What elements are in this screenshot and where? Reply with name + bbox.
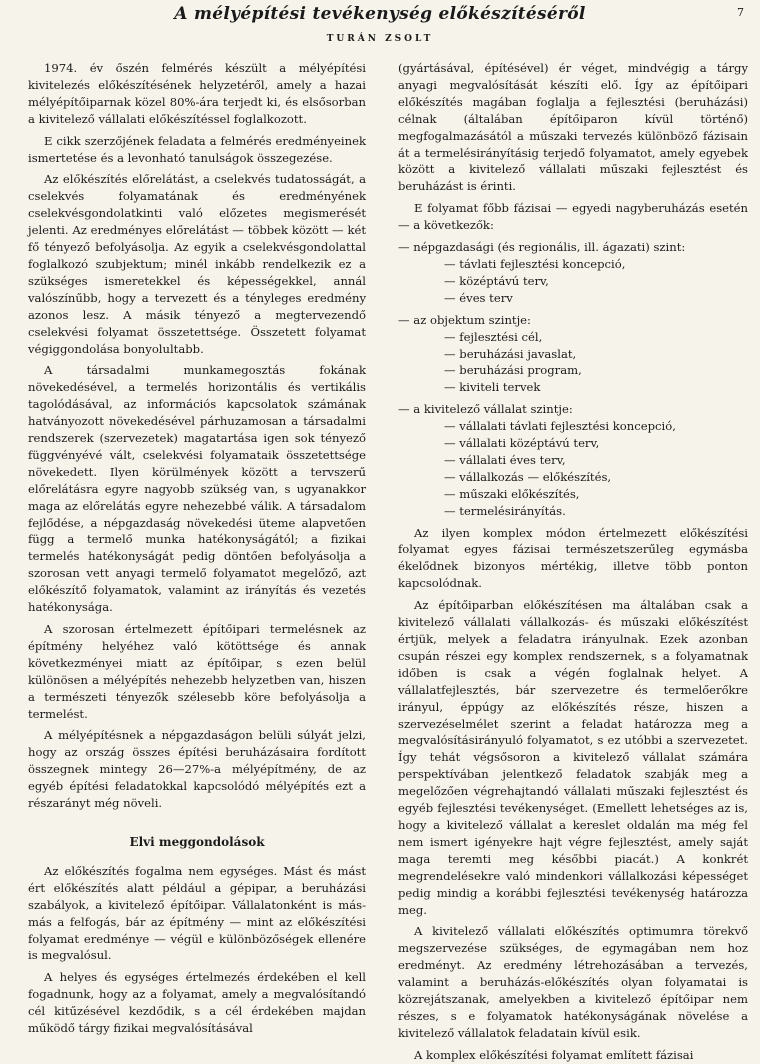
list-item: — távlati fejlesztési koncepció, xyxy=(444,256,626,271)
phase-group-label: — a kivitelező vállalat szintje: xyxy=(398,402,573,417)
list-item: — vállalkozás — előkészítés, xyxy=(444,469,612,484)
article-title: A mélyépítési tevékenység előkészítéséről xyxy=(174,4,586,24)
paragraph: A komplex előkészítési folyamat említett fázisai xyxy=(414,1047,694,1062)
list-item: — vállalati éves terv, xyxy=(444,452,566,467)
paragraph: Az ilyen komplex módon értelmezett előkészítési folyamat egyes fázisai természetszerűleg egymásba ékelődnek bizonyos mértékig, illetve több ponton kapcsolódnak. xyxy=(398,525,748,591)
list-item: — beruházási program, xyxy=(444,363,582,378)
paragraph: E cikk szerzőjének feladata a felmérés eredményeinek ismertetése és a levonható tanulságok összegezése. xyxy=(28,133,366,165)
list-item: — vállalati középtávú terv, xyxy=(444,436,600,451)
phase-group-label: — népgazdasági (és regionális, ill. ágazati) szint: xyxy=(398,240,686,255)
paragraph: Az előkészítés fogalma nem egységes. Mást és mást ért előkészítés alatt például a gépipar, a beruházási szabályok, a kivitelező építőipar. Vállalatonként is más-más a felfogás, bár az építmény — mint az előkészítési folyamat eredménye — végül e különbözőségek ellenére is megvalósul. xyxy=(28,863,366,963)
list-item: — kiviteli tervek xyxy=(444,380,541,395)
paragraph: A mélyépítésnek a népgazdaságon belüli súlyát jelzi, hogy az ország összes építési beruházásaira fordított összegnek mintegy 26—27%-a mélyépítmény, de az egyéb építési feladatokkal kapcsolódó mélyépítés ezt a részarányt még növeli. xyxy=(28,728,366,811)
right-column xyxy=(398,60,748,1062)
phases-intro: E folyamat főbb fázisai — egyedi nagyberuházás esetén — a következők: xyxy=(398,201,748,233)
paragraph: Az előkészítés előrelátást, a cselekvés tudatosságát, a cselekvés folyamatának és eredményének cselekvésgondolatkinti való előzetes megismerését jelenti. Az eredményes előrelátást — többek között — két fő tényező befolyásolja. Az egyik a cselekvésgondolattal foglalkozó szubjektum; minél inkább rendelkezik ez a szükséges ismeretekkel és képességekkel, annál valószínűbb, hogy a tervezett és a tényleges eredmény azonos lesz. A másik tényező a megtervezendő cselekvési folyamat összetettsége. Összetett folyamat végiggondolása bonyolultabb. xyxy=(28,172,366,356)
list-item: — műszaki előkészítés, xyxy=(444,486,580,501)
phase-sublist xyxy=(398,256,748,307)
list-item: — fejlesztési cél, xyxy=(444,329,543,344)
section-heading: Elvi meggondolások xyxy=(129,834,265,849)
paragraph: A társadalmi munkamegosztás fokának növekedésével, a termelés horizontális és vertikális tagolódásával, az információs kapcsolatok számának hatványozott növekedésével párhuzamosan a társadalmi rendszerek (szervezetek) magatartása igen sok tényező függvényévé vált, cselekvési folyamataik összetettsége növekedett. Ilyen körülmények között a tervszerű előrelátásra egyre nagyobb szükség van, s ugyanakkor maga az előrelátás egyre nehezebbé válik. A társadalom fejlődése, a népgazdaság növekedési üteme alapvetően függ a termelő munka hatékonyságától; a fizikai termelés hatékonyságát pedig döntően befolyásolja a szorosan vett anyagi termelő folyamatot megelőző, azt előkészítő folyamatok, valamint az irányítás és vezetés hatékonysága. xyxy=(28,363,366,615)
paragraph: Az építőiparban előkészítésen ma általában csak a kivitelező vállalati vállalkozás- és műszaki előkészítést értjük, melyek a feladatra irányulnak. Ezek azonban csupán részei egy komplex rendszernek, s a folyamatnak időben is csak a végén foglalnak helyet. A vállalatfejlesztés, bár szervezetre és termelőerőkre irányul, éppúgy az előkészítés része, hiszen a szervezéselmélet szerint a feladat határozza meg a megvalósításirányuló folyamatot, s ez utóbbi a szervezetet. Így tehát végsősoron a kivitelező vállalat számára perspektívában jelentkező feladatok szabják meg a megelőzően végrehajtandó vállalati műszaki fejlesztést és egyéb fejlesztési tevékenységet. (Emellett lehetséges az is, hogy a kivitelező vállalat a kereslet oldalán ma még fel nem ismert igényekre hajt végre fejlesztést, amely saját maga teremti meg későbbi piacát.) A konkrét megrendelésekre való mindenkori vállalkozási képességet pedig mindig a korábbi fejlesztési tevékenység határozza meg. xyxy=(398,598,748,917)
paragraph: A szorosan értelmezett építőipari termelésnek az építmény helyéhez való kötöttsége és annak következményei miatt az építőipar, s ezen belül különösen a mélyépítés nehezebb helyzetben van, hiszen a természeti tényezők szélesebb köre befolyásolja a termelést. xyxy=(28,622,366,721)
paragraph: A helyes és egységes értelmezés érdekében el kell fogadnunk, hogy az a folyamat, amely a megvalósítandó cél kitűzésével kezdődik, s a cél érdekében majdan működő tárgy fizikai megvalósításával xyxy=(28,970,366,1036)
phase-list xyxy=(398,239,748,520)
list-item: — középtávú terv, xyxy=(444,273,549,288)
paragraph: 1974. év őszén felmérés készült a mélyépítési kivitelezés előkészítésének helyzetéről, amely a hazai mélyépítőiparnak közel 80%-ára terjedt ki, és elsősorban a kivitelező vállalati előkészítéssel foglalkozott. xyxy=(28,61,366,126)
list-item: — termelésirányítás. xyxy=(444,503,566,518)
left-column xyxy=(28,60,366,1036)
list-item: — vállalati távlati fejlesztési koncepció, xyxy=(444,419,676,434)
page-number: 7 xyxy=(737,6,744,19)
list-item: — beruházási javaslat, xyxy=(444,346,577,361)
phase-sublist xyxy=(398,329,748,397)
phase-group-label: — az objektum szintje: xyxy=(398,312,531,327)
paragraph: A kivitelező vállalati előkészítés optimumra törekvő megszervezése szükséges, de egymagában nem hoz eredményt. Az eredmény létrehozásában a tervezés, valamint a beruházás-előkészítés olyan folyamatai is közrejátszanak, amelyekben a kivitelező építőipar nem részes, s e folyamatok hatékonyságának növelése a kivitelező vállalatok feladatain kívül esik. xyxy=(398,924,748,1040)
list-item: — éves terv xyxy=(444,290,513,305)
paragraph: (gyártásával, építésével) ér véget, mindvégig a tárgy anyagi megvalósítását készíti elő. Így az építőipari előkészítés magában foglalja a fejlesztési (beruházási) célnak (általában építőiparon kívül történő) megfogalmazásától a műszaki tervezés különböző fázisain át a termelésirányításig terjedő folyamatot, amely egyebek között a kivitelező vállalati műszaki fejlesztést és beruházást is érinti. xyxy=(398,61,748,194)
article-author: TURÁN ZSOLT xyxy=(326,34,434,44)
phase-sublist xyxy=(398,418,748,519)
